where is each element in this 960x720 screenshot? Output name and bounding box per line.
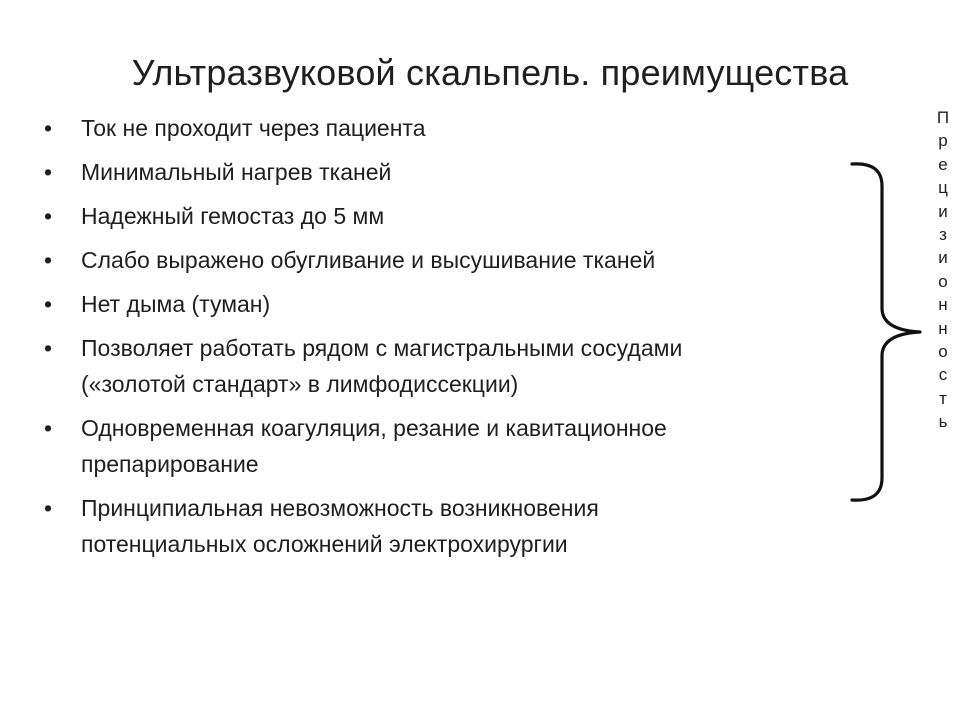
bullet-text: Слабо выражено обугливание и высушивание тканей: [81, 247, 656, 273]
bullet-text-continuation: препарирование: [81, 451, 259, 477]
bullet-text: Минимальный нагрев тканей: [81, 159, 392, 185]
list-item: [40, 490, 840, 562]
side-label-letter: П: [936, 108, 950, 127]
side-label-letter: з: [939, 225, 947, 245]
list-item: [40, 330, 840, 402]
side-label-letter: ц: [938, 178, 948, 198]
bullet-text: Позволяет работать рядом с магистральными сосудами: [81, 335, 683, 361]
side-label-letter: и: [938, 248, 948, 268]
bullet-text-continuation: потенциальных осложнений электрохирургии: [81, 531, 568, 557]
side-label-letter: н: [938, 295, 948, 315]
list-item: [40, 154, 840, 190]
bullet-icon: •: [44, 495, 53, 521]
side-label-letter: и: [938, 201, 948, 221]
bullet-text: Принципиальная невозможность возникновения: [81, 495, 599, 521]
side-label-letter: ь: [938, 412, 948, 432]
bullet-icon: •: [44, 415, 53, 441]
side-label-letter: о: [938, 271, 948, 291]
list-item: [40, 198, 840, 234]
bullet-icon: •: [44, 159, 53, 185]
bullet-icon: •: [44, 335, 53, 361]
bullet-text: Нет дыма (туман): [81, 291, 271, 317]
side-label-letter: т: [939, 388, 947, 408]
bullet-icon: •: [44, 115, 53, 141]
list-item: [40, 286, 840, 322]
list-item: [40, 242, 840, 278]
side-label-letter: о: [938, 342, 948, 362]
bullet-icon: •: [44, 247, 53, 273]
side-label-letter: р: [938, 131, 948, 151]
side-label-vertical: [931, 106, 955, 434]
side-label-letter: с: [938, 365, 948, 385]
bullet-text: Ток не проходит через пациента: [81, 115, 426, 141]
bullet-list: [40, 110, 840, 570]
list-item: [40, 110, 840, 146]
slide-title: Ультразвуковой скальпель. преимущества: [131, 52, 849, 94]
side-label-letter: е: [938, 154, 948, 174]
bullet-text: Одновременная коагуляция, резание и кавитационное: [81, 415, 667, 441]
bullet-text: Надежный гемостаз до 5 мм: [81, 203, 385, 229]
bullet-text-continuation: («золотой стандарт» в лимфодиссекции): [81, 371, 519, 397]
side-label-letter: н: [938, 318, 948, 338]
right-curly-brace-icon: [840, 158, 930, 508]
bullet-icon: •: [44, 291, 53, 317]
bullet-icon: •: [44, 203, 53, 229]
list-item: [40, 410, 840, 482]
